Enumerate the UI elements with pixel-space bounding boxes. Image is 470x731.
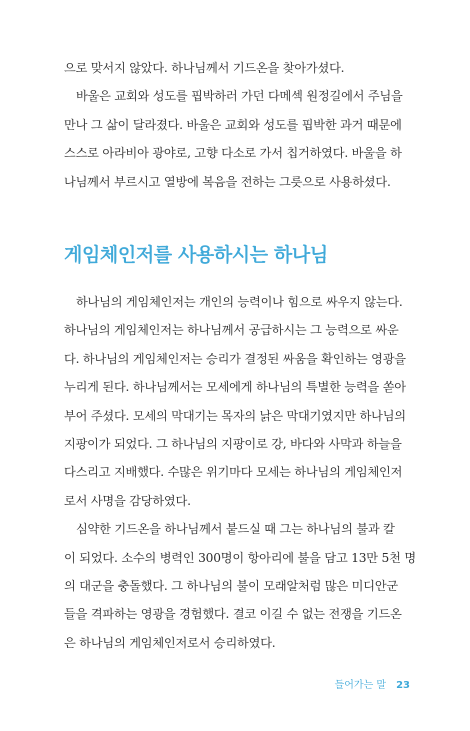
body-text-line: 로서 사명을 감당하였다. — [64, 493, 191, 508]
section-heading: 게임체인저를 사용하시는 하나님 — [64, 244, 328, 266]
body-text-line: 의 대군을 충돌했다. 그 하나님의 불이 모래알처럼 많은 미디안군 — [64, 578, 398, 593]
body-text-line: 만나 그 삶이 달라졌다. 바울은 교회와 성도를 핍박한 과거 때문에 — [64, 117, 402, 132]
body-text-line: 들을 격파하는 영광을 경험했다. 결코 이길 수 없는 전쟁을 기드온 — [64, 607, 402, 622]
intro-paragraphs — [64, 54, 416, 196]
body-text-line: 다스리고 지배했다. 수많은 위기마다 모세는 하나님의 게임체인저 — [64, 465, 403, 480]
page-footer — [335, 676, 410, 691]
body-text-line: 부어 주셨다. 모세의 막대기는 목자의 낡은 막대기였지만 하나님의 — [64, 408, 406, 423]
body-text-line: 다. 하나님의 게임체인저는 승리가 결정된 싸움을 확인하는 영광을 — [64, 351, 406, 366]
body-text-line: 바울은 교회와 성도를 핍박하러 가던 다메섹 원정길에서 주님을 — [64, 89, 403, 104]
page-number: 23 — [396, 680, 410, 691]
body-text-line: 으로 맞서지 않았다. 하나님께서 기드온을 찾아가셨다. — [64, 61, 345, 75]
body-text-line: 스스로 아라비아 광야로, 고향 다소로 가서 칩거하였다. 바울을 하 — [64, 146, 402, 161]
body-text-line: 누리게 된다. 하나님께서는 모세에게 하나님의 특별한 능력을 쏟아 — [64, 380, 406, 395]
body-text-line: 하나님의 게임체인저는 하나님께서 공급하시는 그 능력으로 싸운 — [64, 323, 399, 338]
body-text-line: 하나님의 게임체인저는 개인의 능력이나 힘으로 싸우지 않는다. — [64, 295, 403, 309]
body-text-line: 이 되었다. 소수의 병력인 300명이 항아리에 불을 담고 13만 5천 명 — [64, 550, 416, 565]
body-text-line: 나님께서 부르시고 열방에 복음을 전하는 그릇으로 사용하셨다. — [64, 174, 391, 189]
body-text-line: 은 하나님의 게임체인저로서 승리하였다. — [64, 635, 276, 650]
body-text-line: 지팡이가 되었다. 그 하나님의 지팡이로 강, 바다와 사막과 하늘을 — [64, 436, 402, 451]
section-paragraphs — [64, 288, 416, 657]
running-title: 들어가는 말 — [334, 680, 387, 691]
body-text-line: 심약한 기드온을 하나님께서 붙드실 때 그는 하나님의 불과 칼 — [64, 522, 395, 537]
